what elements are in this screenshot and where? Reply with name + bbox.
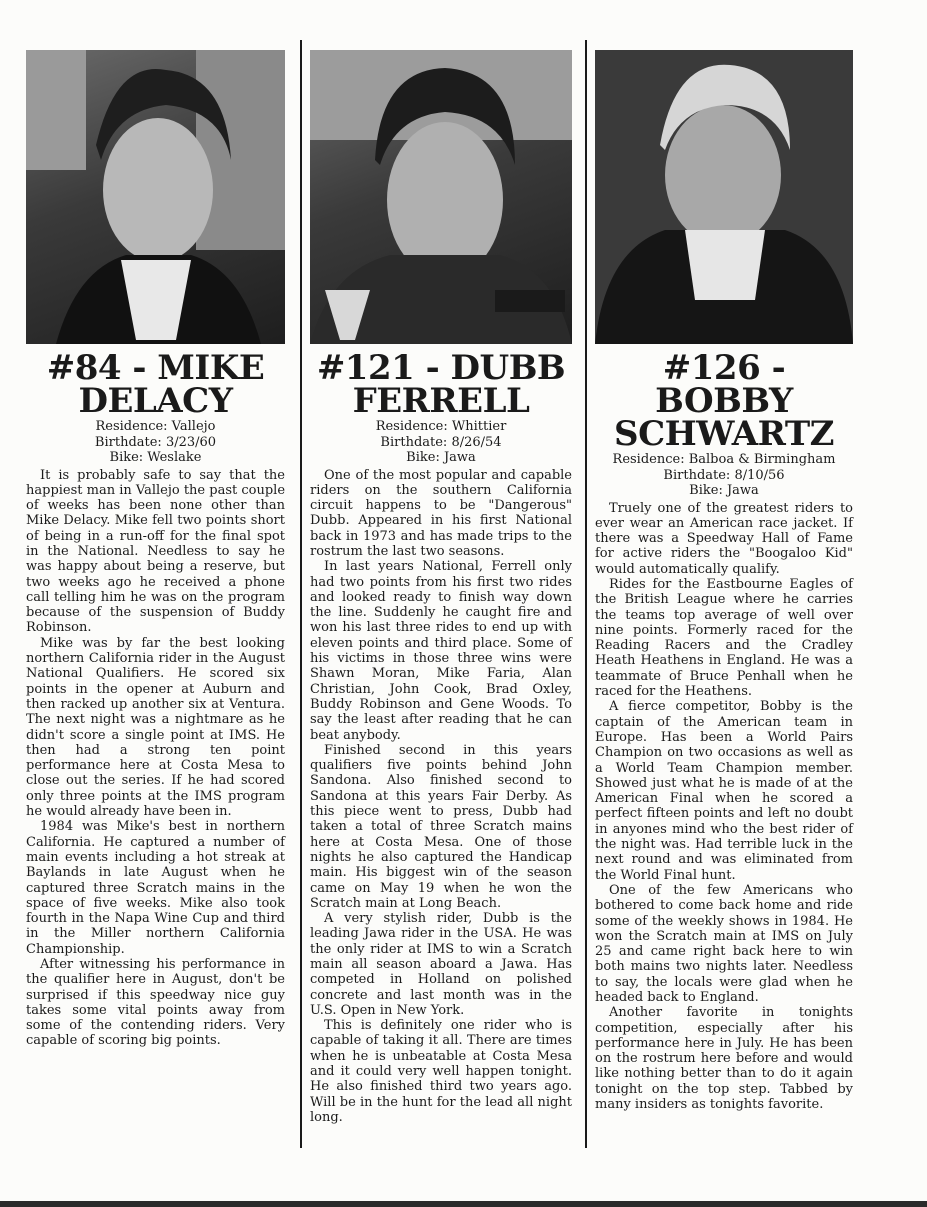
bio-paragraph: Finished second in this years qualifiers five points behind John Sandona. Also finished second to Sandona at this years Fair Derby. As this piece went to press, Dubb had taken a total of three Scratch mains here at Costa Mesa. One of those nights he also captured the Handicap main. His biggest win of the season came on May 19 when he won the Scratch main at Long Beach.	[310, 742, 572, 911]
column-divider-left	[300, 40, 302, 1148]
bio-paragraph: A very stylish rider, Dubb is the leading Jawa rider in the USA. He was the only rider at IMS to win a Scratch main all season aboard a Jawa. Has competed in Holland on polished concrete and last month was in the U.S. Open in New York.	[310, 911, 572, 1018]
bio-paragraph: After witnessing his performance in the qualifier here in August, don't be surprised if this speedway nice guy takes some vital points away from some of the contending riders. Very capable of scoring big points.	[26, 957, 285, 1049]
rider-heading: #126 - BOBBY SCHWARTZ	[614, 348, 834, 454]
birthdate: Birthdate: 3/23/60	[94, 434, 217, 450]
bio-paragraph: Mike was by far the best looking northern California rider in the August National Qualifiers. He scored six points in the opener at Auburn and then racked up another six at Ventura. The next night was a nightmare as he didn't score a single point at IMS. He then had a strong ten point performance here at Costa Mesa to close out the series. If he had scored only three points at the IMS program he would already have been in.	[26, 635, 285, 820]
rider-profile-delacy	[26, 50, 285, 1049]
rider-bio	[310, 468, 572, 1126]
column-divider-right	[585, 40, 587, 1148]
rider-details	[310, 419, 572, 466]
bio-paragraph: 1984 was Mike's best in northern California. He captured a number of main events including a hot streak at Baylands in late August when he captured three Scratch mains in the space of five weeks. Mike also took fourth in the Napa Wine Cup and third in the Miller northern California Championship.	[26, 819, 285, 957]
page-bottom-edge	[0, 1201, 927, 1207]
residence: Residence: Whittier	[375, 419, 507, 434]
bio-paragraph: It is probably safe to say that the happiest man in Vallejo the past couple of weeks has been none other than Mike Delacy. Mike fell two points short of being in a run-off for the final spot in the National. Needless to say he was happy about being a reserve, but two weeks ago he received a phone call telling him he was on the program because of the suspension of Buddy Robinson.	[26, 467, 286, 636]
bike: Bike: Jawa	[689, 483, 759, 498]
rider-heading: #84 - MIKE DELACY	[46, 348, 265, 421]
bio-paragraph: Truely one of the greatest riders to ever wear an American race jacket. If there was a Speedway Hall of Fame for active riders the "Boogaloo Kid" would automatically qualify.	[595, 500, 853, 577]
bio-paragraph: Rides for the Eastbourne Eagles of the British League where he carries the teams top average of well over nine points. Formerly raced for the Reading Racers and the Cradley Heath Heathens in England. He was a teammate of Bruce Penhall when he raced for the Heathens.	[595, 576, 853, 700]
bio-paragraph: This is definitely one rider who is capable of taking it all. There are times when he is unbeatable at Costa Mesa and it could very well happen tonight. He also finished third two years ago. Will be in the hunt for the lead all night long.	[310, 1018, 572, 1125]
bike: Bike: Weslake	[109, 450, 202, 465]
rider-profile-ferrell	[310, 50, 572, 1125]
bike: Bike: Jawa	[406, 450, 476, 465]
rider-photo-schwartz	[595, 50, 853, 344]
rider-bio	[26, 468, 285, 1049]
residence: Residence: Vallejo	[95, 419, 216, 434]
residence: Residence: Balboa & Birmingham	[612, 452, 836, 467]
bio-paragraph: In last years National, Ferrell only had two points from his first two rides and looked ready to finish way down the line. Suddenly he caught fire and won his last three rides to end up with eleven points and third place. Some of his victims in those three wins were Shawn Moran, Mike Faria, Alan Christian, John Cook, Brad Oxley, Buddy Robinson and Gene Woods. To say the least after reading that he can beat anybody.	[310, 559, 572, 743]
birthdate: Birthdate: 8/10/56	[663, 467, 785, 483]
rider-photo-delacy	[26, 50, 285, 344]
bio-paragraph: Another favorite in tonights competition, especially after his performance here in July. He has been on the rostrum here before and would like nothing better than to do it again tonight on the top step. Tabbed by many insiders as tonights favorite.	[595, 1005, 853, 1113]
rider-details	[595, 452, 853, 499]
rider-bio	[595, 501, 853, 1113]
rider-photo-ferrell	[310, 50, 572, 344]
rider-details	[26, 419, 285, 466]
rider-heading: #121 - DUBB FERRELL	[316, 348, 566, 421]
rider-profile-schwartz	[595, 50, 853, 1112]
bio-paragraph: One of the few Americans who bothered to come back home and ride some of the weekly shows in 1984. He won the Scratch main at IMS on July 25 and came right back here to win both mains two nights later. Needless to say, the locals were glad when he headed back to England.	[595, 882, 853, 1005]
bio-paragraph: One of the most popular and capable riders on the southern California circuit happens to be "Dangerous" Dubb. Appeared in his first National back in 1973 and has made trips to the rostrum the last two seasons.	[310, 467, 572, 559]
bio-paragraph: A fierce competitor, Bobby is the captain of the American team in Europe. Has been a World Pairs Champion on two occasions as well as a World Team Champion member. Showed just what he is made of at the American Final when he scored a perfect fifteen points and left no doubt in anyones mind who the best rider of the night was. Had terrible luck in the next round and was eliminated from the World Final hunt.	[595, 699, 853, 883]
birthdate: Birthdate: 8/26/54	[380, 434, 502, 450]
